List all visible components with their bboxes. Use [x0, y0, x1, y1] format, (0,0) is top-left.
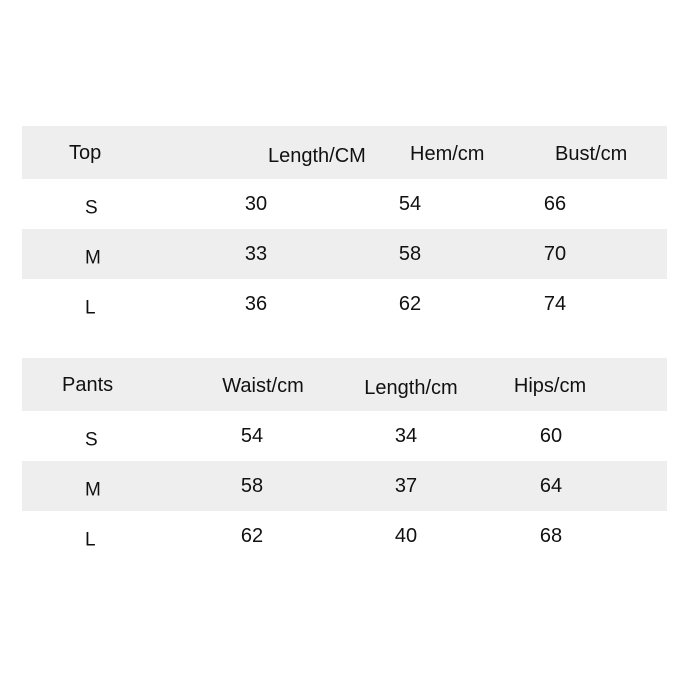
top-row-l [22, 279, 667, 329]
top-header-bust: Bust/cm [555, 142, 628, 165]
top-hem-value: 62 [398, 293, 422, 315]
top-hem-value: 54 [398, 193, 422, 215]
top-header-length: Length/CM [268, 144, 366, 167]
pants-size-label: M [85, 479, 101, 501]
pants-size-table [22, 358, 667, 561]
pants-length-value: 40 [394, 525, 418, 547]
pants-hips-value: 64 [539, 475, 563, 497]
top-header-hem: Hem/cm [410, 142, 485, 165]
pants-header-row [22, 358, 667, 411]
top-size-label: L [85, 297, 96, 319]
pants-header-waist: Waist/cm [222, 374, 304, 397]
pants-header-garment: Pants [62, 373, 114, 396]
top-size-label: S [85, 197, 98, 219]
pants-size-label: L [85, 529, 96, 551]
top-size-label: M [85, 247, 101, 269]
top-bust-value: 66 [543, 193, 567, 215]
pants-size-label: S [85, 429, 98, 451]
top-bust-value: 70 [543, 243, 567, 265]
pants-hips-value: 60 [539, 425, 563, 447]
top-header-garment: Top [69, 141, 102, 164]
top-header-row [22, 126, 667, 179]
pants-length-value: 34 [394, 425, 418, 447]
pants-row-m [22, 461, 667, 511]
top-hem-value: 58 [398, 243, 422, 265]
top-length-value: 33 [244, 243, 268, 265]
pants-waist-value: 58 [240, 475, 264, 497]
pants-length-value: 37 [394, 475, 418, 497]
top-length-value: 36 [244, 293, 268, 315]
pants-header-hips: Hips/cm [513, 374, 587, 397]
top-length-value: 30 [244, 193, 268, 215]
pants-waist-value: 54 [240, 425, 264, 447]
pants-hips-value: 68 [539, 525, 563, 547]
pants-header-length: Length/cm [364, 376, 458, 399]
top-size-table [22, 126, 667, 329]
top-row-s [22, 179, 667, 229]
top-bust-value: 74 [543, 293, 567, 315]
pants-waist-value: 62 [240, 525, 264, 547]
top-row-m [22, 229, 667, 279]
pants-row-l [22, 511, 667, 561]
pants-row-s [22, 411, 667, 461]
